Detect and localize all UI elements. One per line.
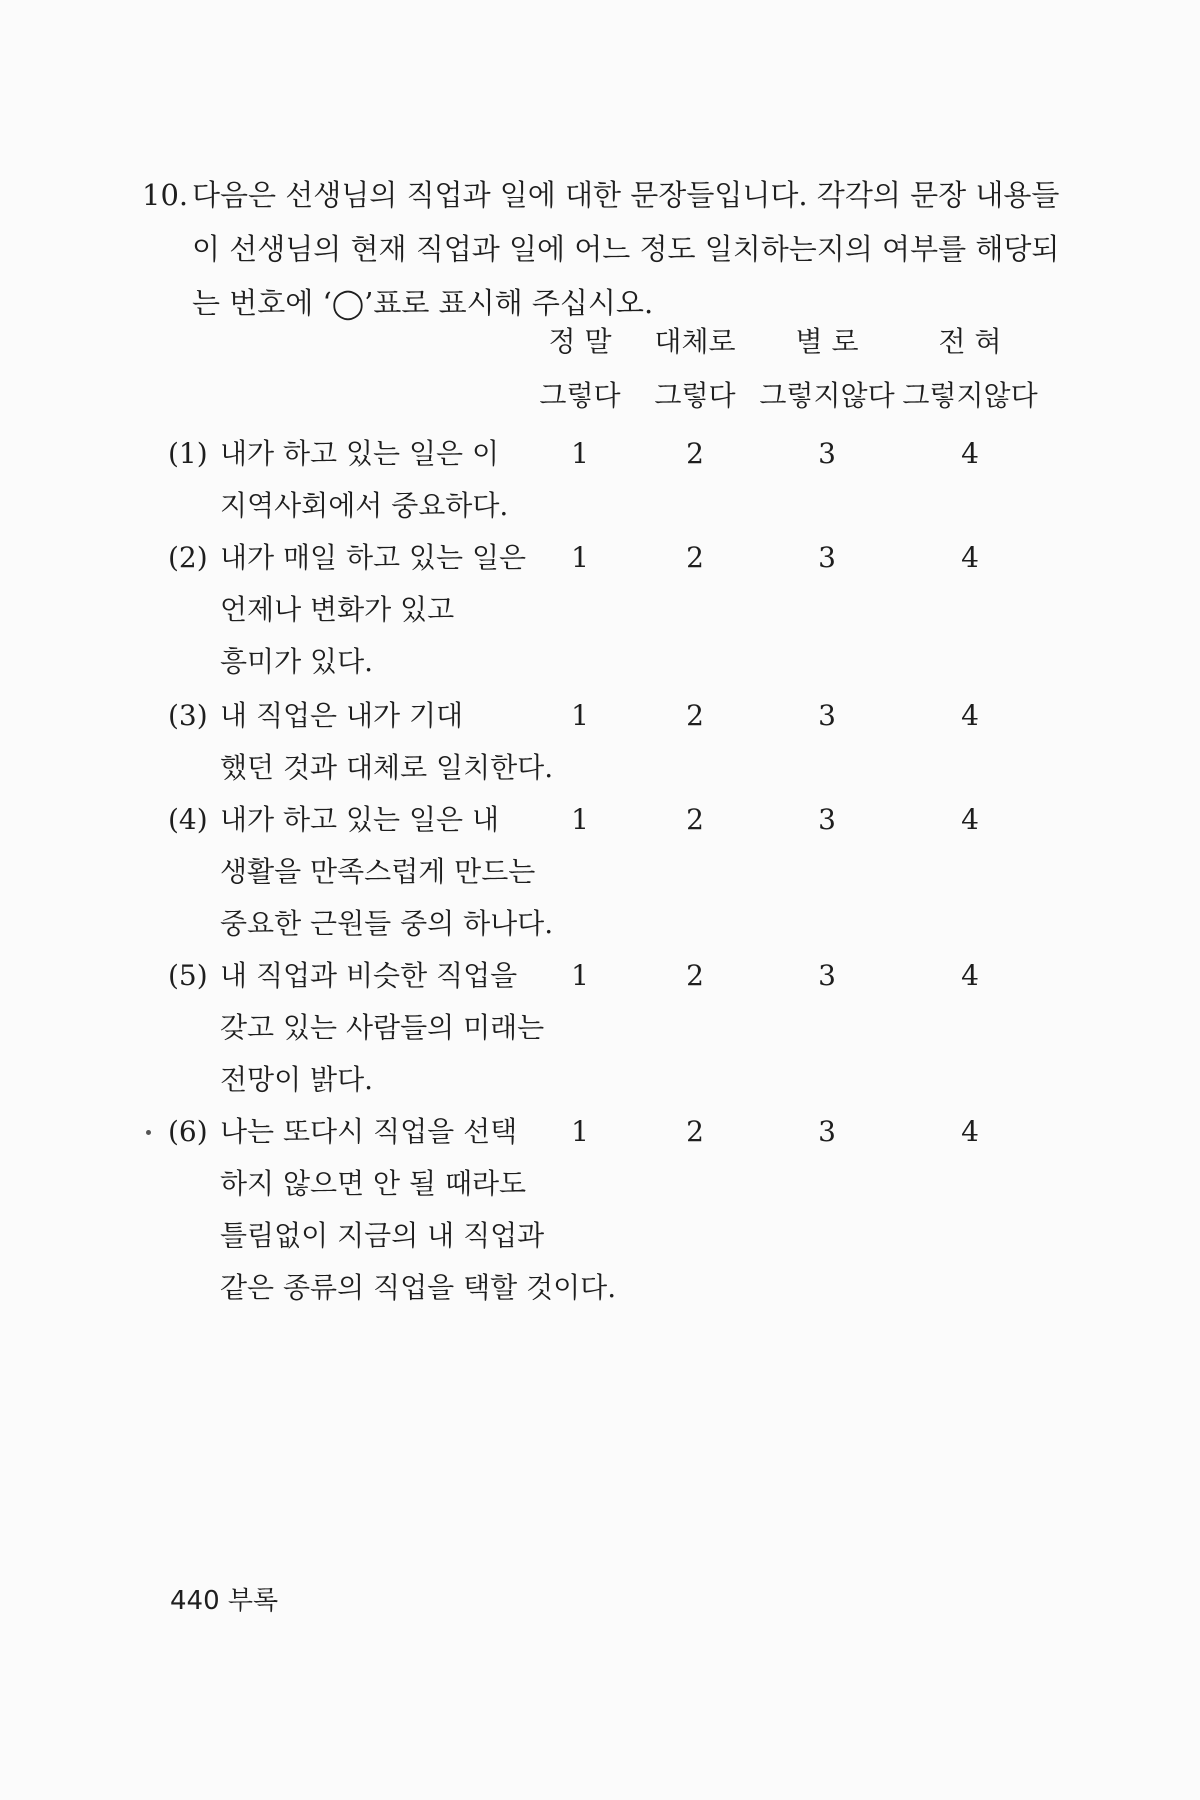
rating-option-3[interactable]: 3 [818, 699, 836, 732]
rating-option-4[interactable]: 4 [961, 1115, 979, 1148]
scale-label: 정 말 [548, 325, 612, 358]
scale-label: 그렇다 [654, 379, 736, 412]
section-label: 부록 [227, 1586, 279, 1616]
question-line: 이 선생님의 현재 직업과 일에 어느 정도 일치하는지의 여부를 해당되 [192, 232, 1060, 266]
item-line: 했던 것과 대체로 일치한다. [220, 751, 554, 784]
rating-option-2[interactable]: 2 [686, 1115, 704, 1148]
item-line: 갖고 있는 사람들의 미래는 [220, 1011, 545, 1044]
rating-option-4[interactable]: 4 [961, 541, 979, 574]
item-line: 내가 하고 있는 일은 내 [220, 803, 500, 836]
item-line: 하지 않으면 안 될 때라도 [220, 1167, 527, 1200]
scale-label: 그렇지않다 [902, 379, 1038, 412]
item-number: (6) [168, 1115, 208, 1148]
item-statement [220, 428, 508, 532]
item-statement [220, 950, 544, 1106]
question-line: 는 번호에 ‘◯’표로 표시해 주십시오. [192, 286, 654, 320]
rating-option-4[interactable]: 4 [961, 437, 979, 470]
item-line: 흥미가 있다. [220, 645, 374, 678]
item-line: 언제나 변화가 있고 [220, 593, 455, 626]
scale-label: 대체로 [654, 325, 736, 358]
rating-option-2[interactable]: 2 [686, 803, 704, 836]
item-number: (5) [168, 959, 208, 992]
rating-option-2[interactable]: 2 [686, 437, 704, 470]
item-line: 생활을 만족스럽게 만드는 [220, 855, 536, 888]
scale-label: 전 혀 [938, 325, 1002, 358]
item-line: 내 직업은 내가 기대 [220, 699, 464, 732]
rating-option-1[interactable]: 1 [571, 699, 589, 732]
page-number: 440 [170, 1586, 220, 1616]
rating-option-1[interactable]: 1 [571, 959, 589, 992]
question-line [142, 168, 1060, 222]
item-line: 내 직업과 비슷한 직업을 [220, 959, 518, 992]
rating-option-3[interactable]: 3 [818, 541, 836, 574]
item-line: 전망이 밝다. [220, 1063, 374, 1096]
rating-option-4[interactable]: 4 [961, 803, 979, 836]
rating-option-1[interactable]: 1 [571, 437, 589, 470]
scale-label: 그렇다 [539, 379, 621, 412]
rating-option-3[interactable]: 3 [818, 959, 836, 992]
rating-option-1[interactable]: 1 [571, 803, 589, 836]
bullet-mark [146, 1130, 151, 1135]
item-number: (2) [168, 541, 208, 574]
item-line: 내가 하고 있는 일은 이 [220, 437, 500, 470]
rating-option-2[interactable]: 2 [686, 541, 704, 574]
rating-option-4[interactable]: 4 [961, 959, 979, 992]
rating-option-1[interactable]: 1 [571, 1115, 589, 1148]
rating-option-3[interactable]: 3 [818, 437, 836, 470]
question-number: 10. [142, 178, 189, 212]
rating-option-1[interactable]: 1 [571, 541, 589, 574]
item-line: 지역사회에서 중요하다. [220, 489, 509, 522]
rating-option-3[interactable]: 3 [818, 803, 836, 836]
rating-option-2[interactable]: 2 [686, 959, 704, 992]
item-statement [220, 1106, 616, 1314]
rating-option-2[interactable]: 2 [686, 699, 704, 732]
item-line: 나는 또다시 직업을 선택 [220, 1115, 518, 1148]
item-number: (1) [168, 437, 208, 470]
scale-label: 별 로 [795, 325, 859, 358]
item-line: 내가 매일 하고 있는 일은 [220, 541, 527, 574]
item-line: 중요한 근원들 중의 하나다. [220, 907, 554, 940]
item-number: (3) [168, 699, 208, 732]
question-text: 다음은 선생님의 직업과 일에 대한 문장들입니다. 각각의 문장 내용들 [192, 178, 1060, 212]
item-line: 틀림없이 지금의 내 직업과 [220, 1219, 545, 1252]
item-statement [220, 532, 526, 688]
rating-option-4[interactable]: 4 [961, 699, 979, 732]
item-line: 같은 종류의 직업을 택할 것이다. [220, 1271, 617, 1304]
item-statement [220, 794, 553, 950]
item-number: (4) [168, 803, 208, 836]
rating-option-3[interactable]: 3 [818, 1115, 836, 1148]
page-footer [170, 1580, 278, 1617]
item-statement [220, 690, 553, 794]
scale-label: 그렇지않다 [759, 379, 895, 412]
question-block [142, 168, 1060, 330]
